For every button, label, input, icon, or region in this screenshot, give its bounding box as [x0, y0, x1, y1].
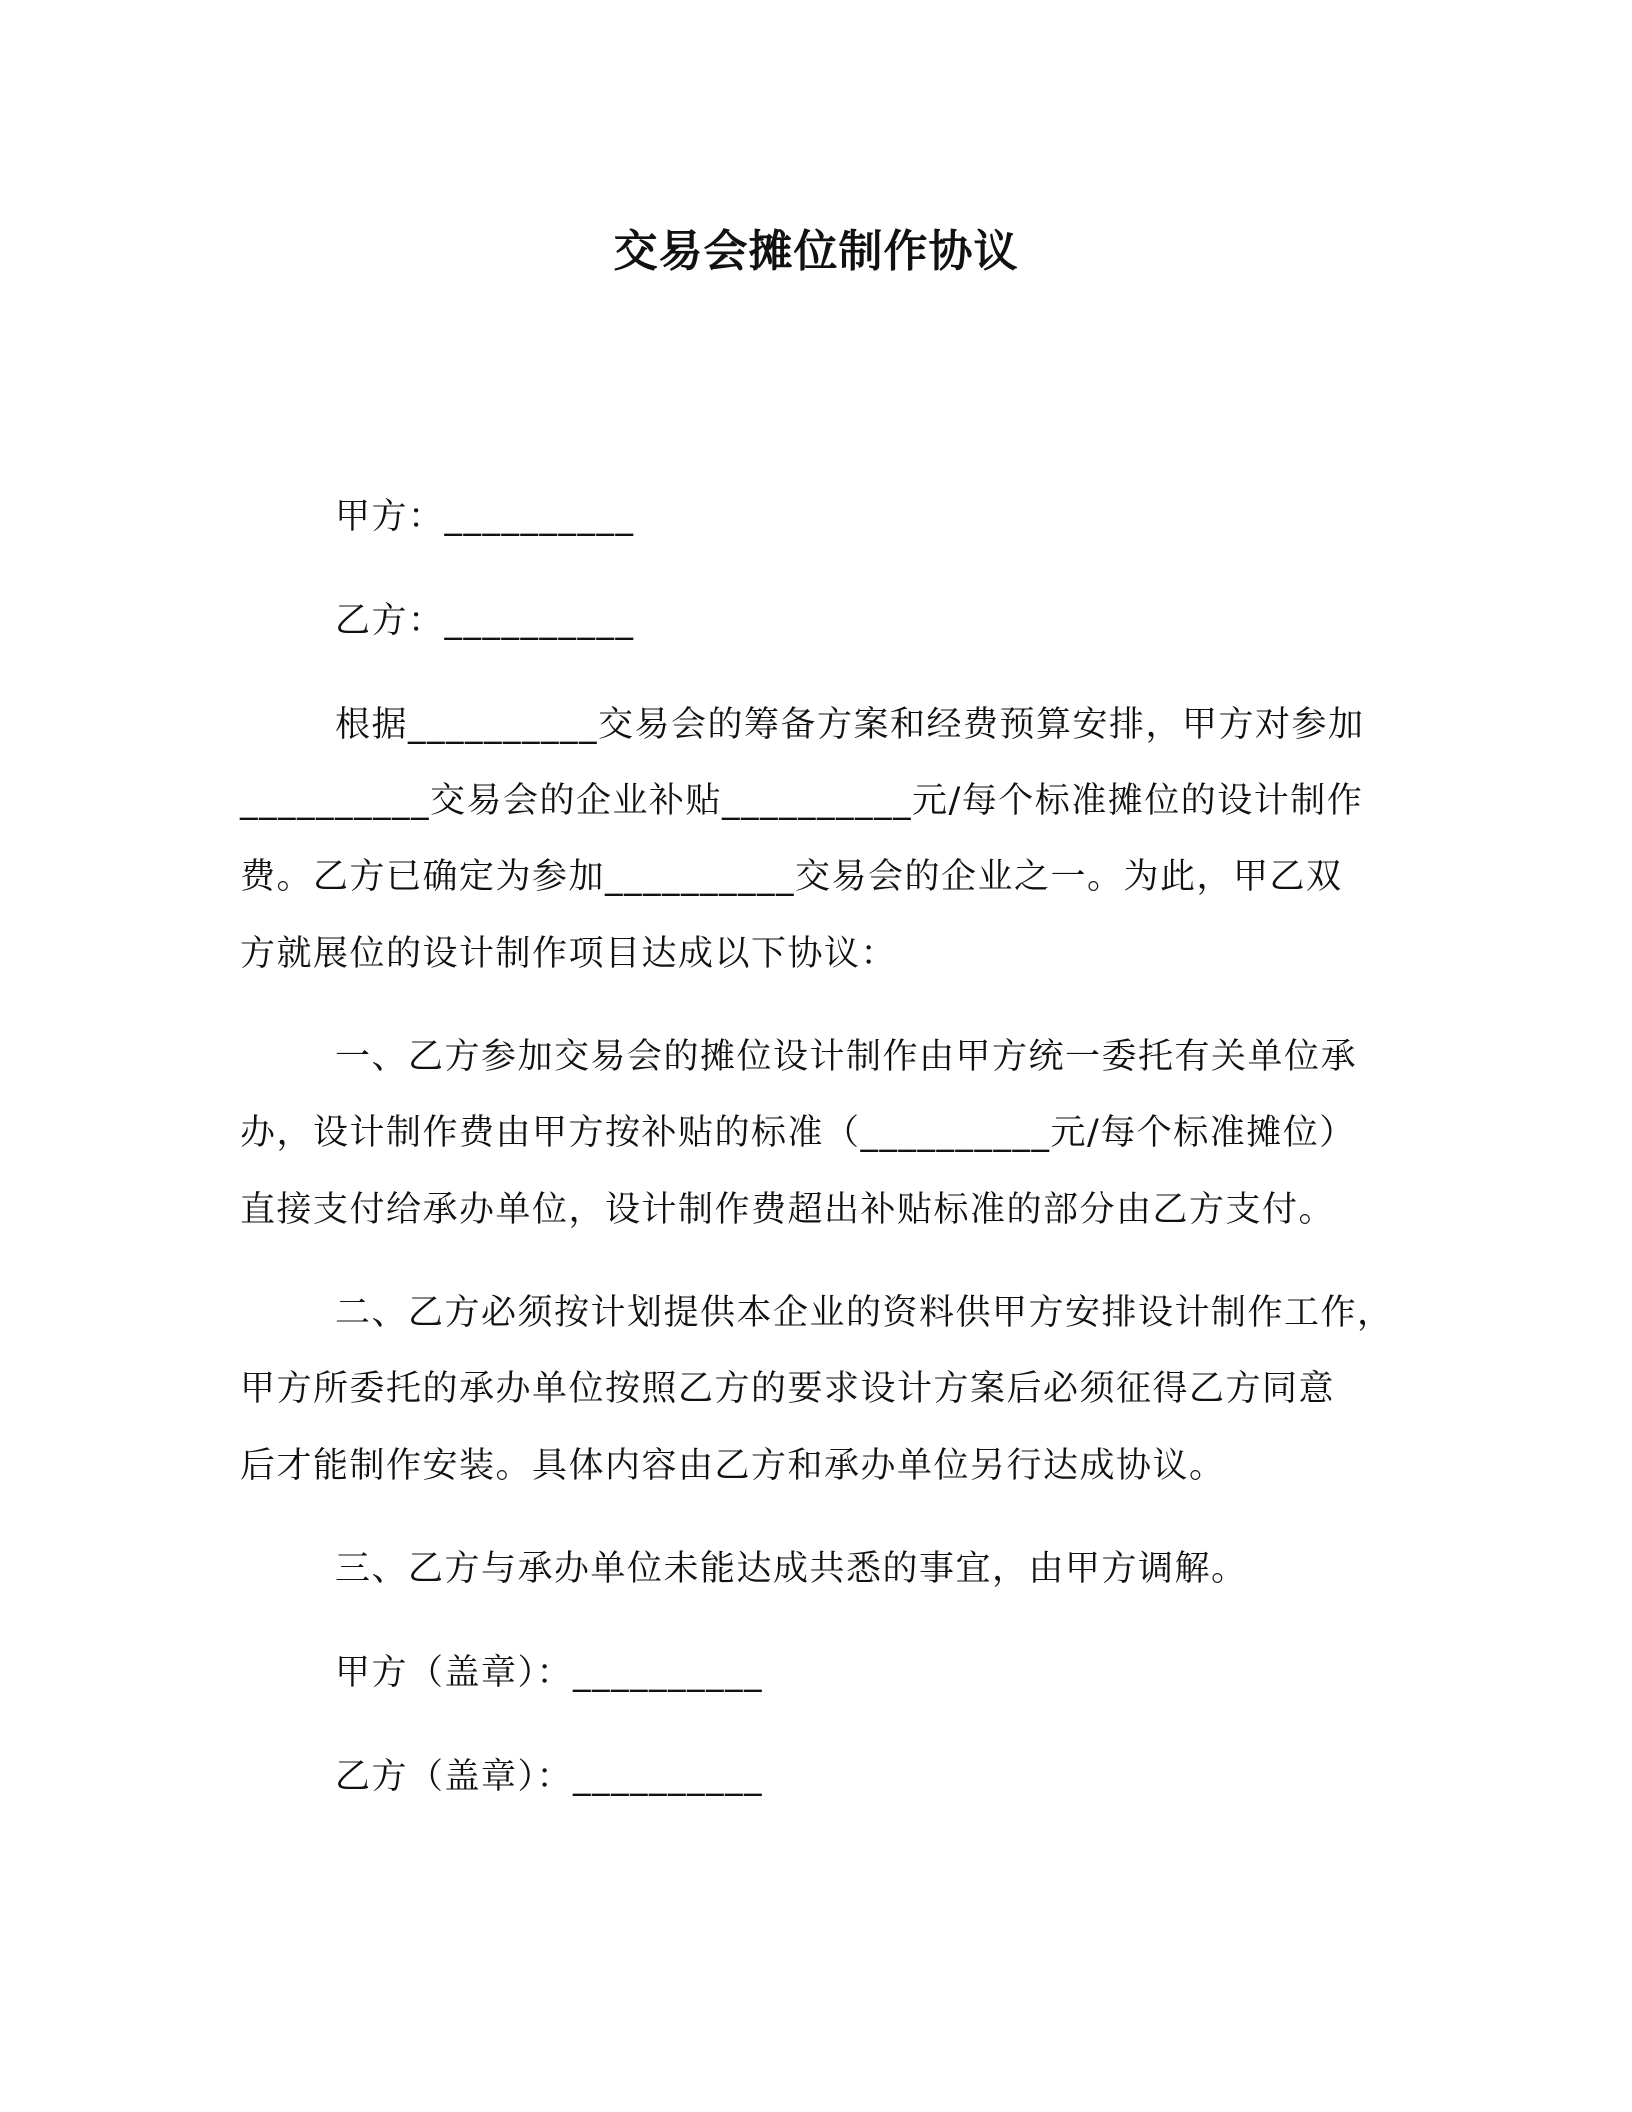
party-a-line: 甲方：__________	[335, 497, 635, 537]
party-b-line: 乙方：__________	[335, 601, 635, 641]
clause-1-line-3: 直接支付给承办单位，设计制作费超出补贴标准的部分由乙方支付。	[240, 1190, 1336, 1230]
clause-2-line-1: 二、乙方必须按计划提供本企业的资料供甲方安排设计制作工作，	[335, 1293, 1394, 1333]
clause-2-line-2: 甲方所委托的承办单位按照乙方的要求设计方案后必须征得乙方同意	[240, 1369, 1336, 1409]
clause-2-line-3: 后才能制作安装。具体内容由乙方和承办单位另行达成协议。	[240, 1446, 1226, 1486]
intro-line-1: 根据__________交易会的筹备方案和经费预算安排，甲方对参加	[335, 705, 1365, 745]
clause-1-line-2: 办，设计制作费由甲方按补贴的标准（__________元/每个标准摊位）	[240, 1113, 1356, 1153]
document-title: 交易会摊位制作协议	[613, 226, 1019, 277]
intro-line-3: 费。乙方已确定为参加__________交易会的企业之一。为此，甲乙双	[240, 857, 1343, 897]
signature-party-a: 甲方（盖章）：__________	[335, 1653, 764, 1693]
signature-party-b: 乙方（盖章）：__________	[335, 1757, 764, 1797]
clause-1-line-1: 一、乙方参加交易会的摊位设计制作由甲方统一委托有关单位承	[335, 1037, 1358, 1077]
intro-line-2: __________交易会的企业补贴__________元/每个标准摊位的设计制作	[240, 781, 1364, 821]
clause-3-line: 三、乙方与承办单位未能达成共悉的事宜，由甲方调解。	[335, 1549, 1248, 1589]
intro-line-4: 方就展位的设计制作项目达成以下协议：	[240, 934, 898, 974]
